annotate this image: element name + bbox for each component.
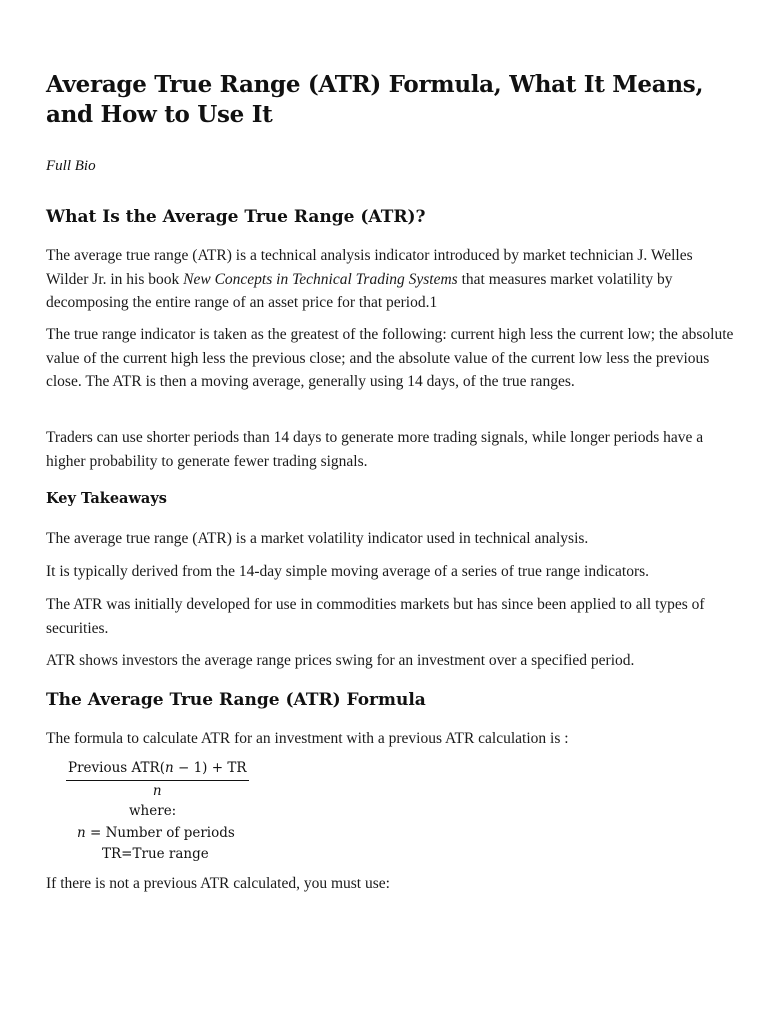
formula-numerator: Previous ATR(n − 1) + TR [66,758,249,781]
formula-denominator: n [152,783,162,799]
paragraph-true-range: The true range indicator is taken as the greatest of the following: current high less the current low; the absolute value of the current high less the previous close; and the absolute value of the current low less the previous close. The ATR is then a moving average, generally using 14 days, of the true ranges. [46,326,734,390]
takeaway-item: The ATR was initially developed for use in commodities markets but has since been applied to all types of securities. [46,596,705,637]
paragraph-intro [46,244,736,315]
formula-intro: The formula to calculate ATR for an investment with a previous ATR calculation is : [46,730,569,747]
book-title: New Concepts in Technical Trading Systems [183,270,458,288]
formula-fraction [66,758,249,801]
takeaway-item: ATR shows investors the average range prices swing for an investment over a specified period. [46,652,635,669]
formula-outro: If there is not a previous ATR calculated, you must use: [46,875,390,892]
takeaway-item: It is typically derived from the 14-day simple moving average of a series of true range indicators. [46,563,650,580]
section-heading-what-is-atr: What Is the Average True Range (ATR)? [46,207,426,227]
paragraph-periods: Traders can use shorter periods than 14 days to generate more trading signals, while longer periods have a higher probability to generate fewer trading signals. [46,429,704,470]
key-takeaways-heading: Key Takeaways [46,490,167,507]
takeaway-item: The average true range (ATR) is a market volatility indicator used in technical analysis. [46,530,589,547]
formula-definition-tr: TR=True range [102,846,209,862]
author-bio-link[interactable]: Full Bio [46,158,96,174]
formula-where: where: [129,803,177,819]
atr-formula [66,758,247,862]
article-title: Average True Range (ATR) Formula, What It Means, and How to Use It [46,71,704,128]
paragraph-intro-text-b: that measures market volatility by decomposing the entire range of an asset price for that period.1 [46,270,673,311]
section-heading-formula: The Average True Range (ATR) Formula [46,690,426,710]
formula-definition-n: n = Number of periods [77,825,235,841]
paragraph-intro-text-a: The average true range (ATR) is a technical analysis indicator introduced by market technician J. Welles Wilder Jr. in his book [46,247,693,288]
